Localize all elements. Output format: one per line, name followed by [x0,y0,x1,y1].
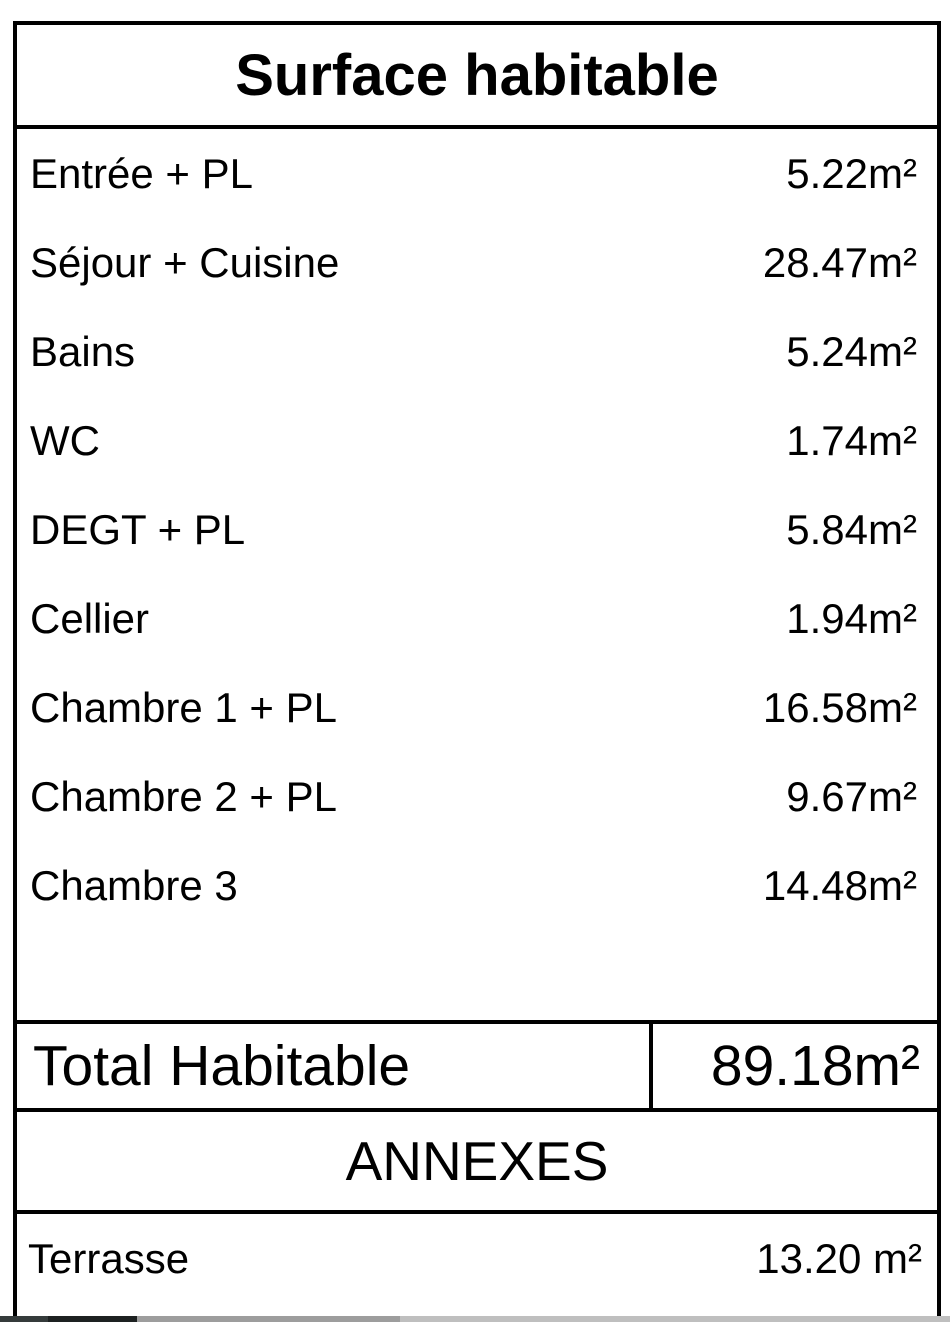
table-row [17,396,937,485]
bottom-scrollbar[interactable] [0,1316,950,1322]
table-row [17,663,937,752]
room-label: Bains [30,327,136,375]
room-area-value: 5.24m² [786,327,917,375]
annexes-header-row [17,1112,937,1214]
room-area-value: 14.48m² [762,861,917,909]
room-area-value: 5.22m² [786,149,917,197]
table-row [17,129,937,218]
room-area-value: 1.74m² [786,416,917,464]
table-row [17,307,937,396]
surface-table [13,21,941,1322]
total-row [17,1020,937,1112]
scrollbar-segment [400,1316,950,1322]
table-header [17,25,937,129]
table-row [17,752,937,841]
annexes-section [17,1214,937,1322]
scrollbar-segment [0,1316,48,1322]
table-row [17,574,937,663]
room-label: Chambre 3 [30,861,238,909]
room-label: Chambre 1 + PL [30,683,338,731]
room-area-value: 28.47m² [762,238,917,286]
room-label: Cellier [30,594,150,642]
table-row [17,485,937,574]
table-row [17,841,937,930]
annex-label: Terrasse [28,1234,190,1282]
room-label: Entrée + PL [30,149,253,197]
room-area-value: 16.58m² [762,683,917,731]
scrollbar-segment [137,1316,400,1322]
annexes-title: ANNEXES [345,1130,609,1192]
table-row [17,1214,937,1303]
total-value: 89.18m² [710,1034,920,1098]
page-title: Surface habitable [235,42,719,108]
total-label-cell [17,1024,653,1108]
total-value-cell [653,1024,937,1108]
table-row [17,218,937,307]
room-area-value: 9.67m² [786,772,917,820]
rooms-section [17,129,937,1020]
room-area-value: 1.94m² [786,594,917,642]
room-label: WC [30,416,100,464]
annex-area-value: 13.20 m² [756,1234,922,1282]
room-label: Chambre 2 + PL [30,772,338,820]
room-label: Séjour + Cuisine [30,238,340,286]
room-label: DEGT + PL [30,505,246,553]
scrollbar-segment [48,1316,137,1322]
total-label: Total Habitable [33,1034,411,1098]
room-area-value: 5.84m² [786,505,917,553]
